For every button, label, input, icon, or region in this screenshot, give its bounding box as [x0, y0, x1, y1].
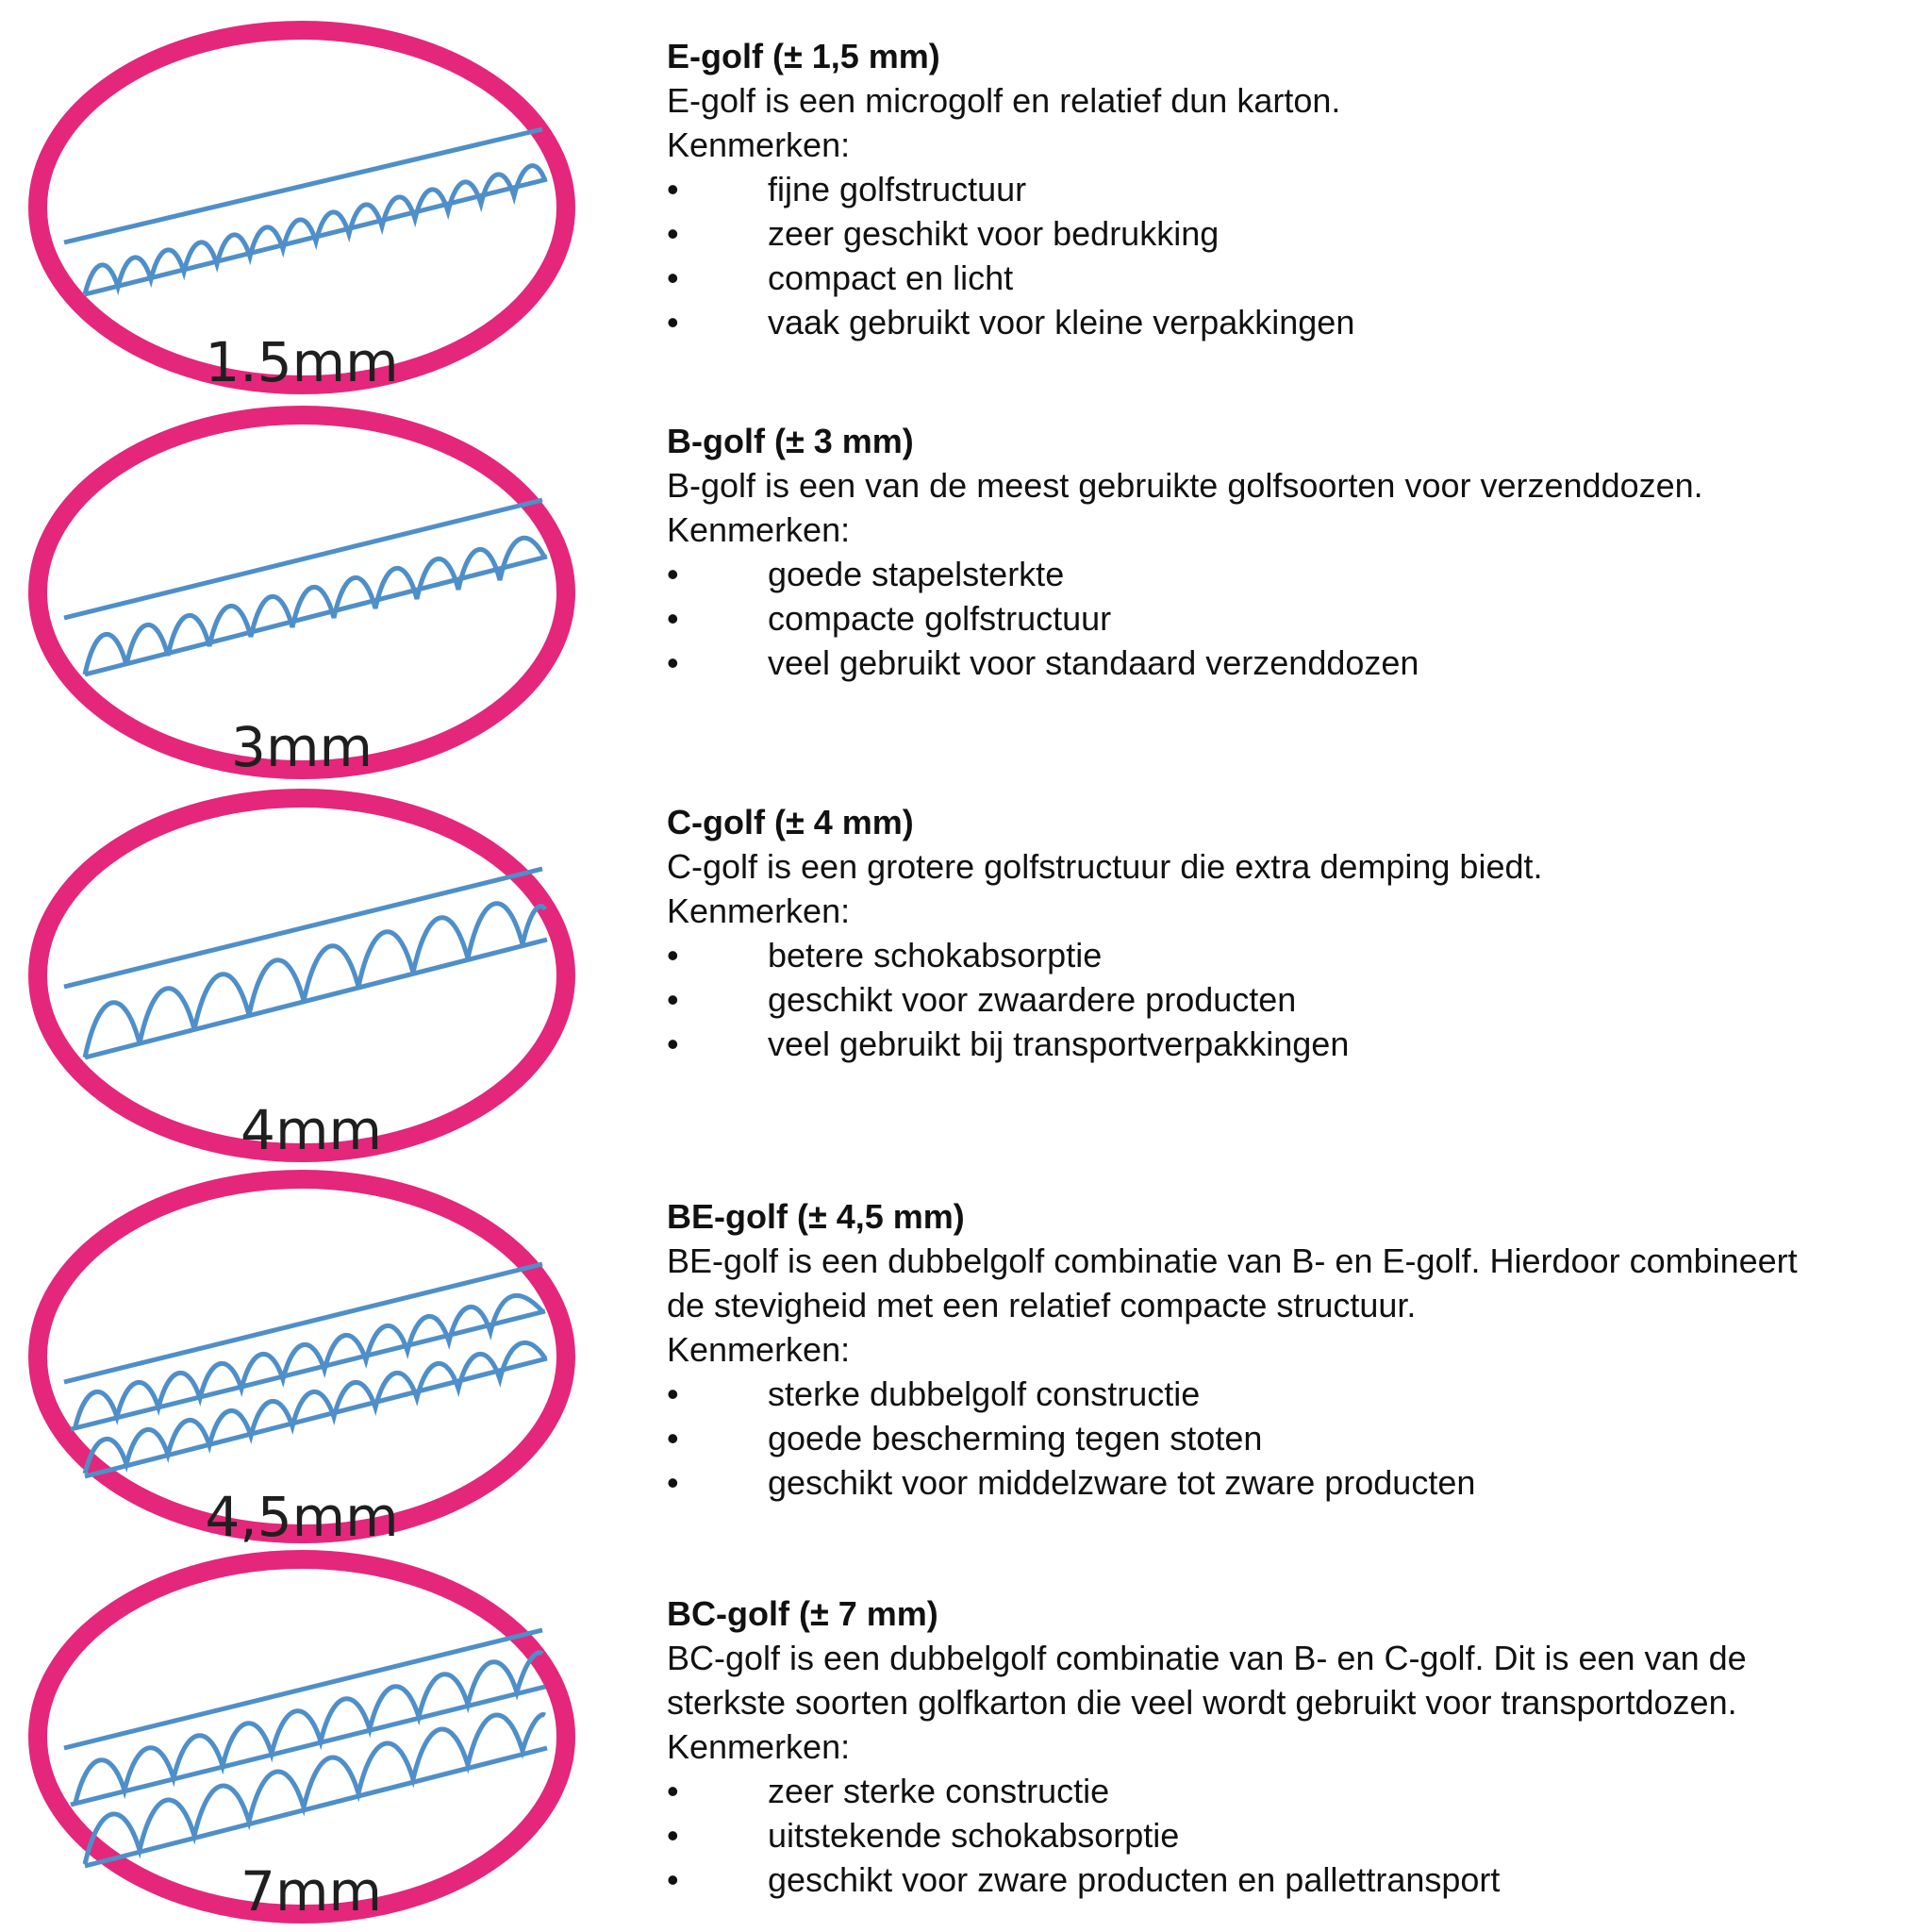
bullet: •	[667, 643, 679, 682]
bullet: •	[667, 303, 679, 341]
flute-title: B-golf (± 3 mm)	[667, 422, 914, 460]
features-label: Kenmerken:	[667, 891, 851, 930]
feature-list	[667, 167, 1893, 344]
corrugation-diagram-c	[28, 789, 575, 1171]
flute-row-be	[0, 1170, 1925, 1552]
flute-desc-line: BC-golf is een dubbelgolf combinatie van B- en C-golf. Dit is een van de	[667, 1639, 1747, 1677]
feature-item: • zeer geschikt voor bedrukking	[667, 211, 1893, 256]
corrugation-diagram-e	[28, 21, 575, 403]
feature-list	[667, 552, 1893, 685]
thickness-caption: 4mm	[241, 1098, 382, 1162]
flute-row-c	[0, 789, 1925, 1171]
features-label: Kenmerken:	[667, 1330, 851, 1369]
flute-row-e	[0, 21, 1925, 403]
feature-item: • compact en licht	[667, 256, 1893, 300]
bullet: •	[667, 599, 679, 638]
liner-bottom	[85, 1358, 547, 1476]
flute-title: BC-golf (± 7 mm)	[667, 1594, 938, 1633]
feature-item: • geschikt voor zwaardere producten	[667, 977, 1893, 1022]
bullet: •	[667, 980, 679, 1019]
flute-description-bc	[667, 1591, 1893, 1902]
flute-desc-line: BE-golf is een dubbelgolf combinatie van B- en E-golf. Hierdoor combineert	[667, 1241, 1798, 1280]
feature-item: • geschikt voor zware producten en pallettransport	[667, 1857, 1893, 1902]
thickness-caption: 4,5mm	[205, 1485, 399, 1549]
bullet: •	[667, 214, 679, 253]
feature-list	[667, 933, 1893, 1066]
corrugation-diagram-bc	[28, 1550, 575, 1932]
flute-title: E-golf (± 1,5 mm)	[667, 37, 940, 75]
bullet: •	[667, 258, 679, 297]
feature-item: • veel gebruikt voor standaard verzenddozen	[667, 641, 1893, 685]
bullet: •	[667, 1419, 679, 1457]
corrugation-diagram-b	[28, 406, 575, 788]
feature-item: • zeer sterke constructie	[667, 1769, 1893, 1813]
feature-item: • uitstekende schokabsorptie	[667, 1813, 1893, 1857]
flute-description-e	[667, 34, 1893, 344]
flute-description-be	[667, 1194, 1893, 1505]
flute-icon-b	[28, 406, 575, 788]
bullet: •	[667, 1860, 679, 1899]
features-label: Kenmerken:	[667, 510, 851, 549]
feature-item: • sterke dubbelgolf constructie	[667, 1372, 1893, 1416]
feature-item: • goede stapelsterkte	[667, 552, 1893, 596]
features-label: Kenmerken:	[667, 1727, 851, 1766]
feature-item: • compacte golfstructuur	[667, 596, 1893, 641]
flute-icon-e	[28, 21, 575, 403]
flute-description-b	[667, 419, 1893, 685]
flute-icon-be	[28, 1170, 575, 1552]
features-label: Kenmerken:	[667, 125, 851, 164]
flute-row-bc	[0, 1550, 1925, 1932]
flute-desc-line: sterkste soorten golfkarton die veel wordt gebruikt voor transportdozen.	[667, 1683, 1737, 1722]
feature-item: • veel gebruikt bij transportverpakkingen	[667, 1022, 1893, 1066]
feature-item: • geschikt voor middelzware tot zware producten	[667, 1460, 1893, 1505]
bullet: •	[667, 555, 679, 593]
bullet: •	[667, 1374, 679, 1413]
thickness-caption: 7mm	[241, 1859, 382, 1924]
flute-title: C-golf (± 4 mm)	[667, 803, 914, 841]
flute-wave	[85, 538, 545, 675]
feature-item: • goede bescherming tegen stoten	[667, 1416, 1893, 1460]
liner-top	[64, 1264, 542, 1382]
bullet: •	[667, 170, 679, 208]
bullet: •	[667, 1024, 679, 1063]
feature-item: • betere schokabsorptie	[667, 933, 1893, 977]
thickness-caption: 3mm	[231, 715, 373, 779]
flute-desc-line: E-golf is een microgolf en relatief dun karton.	[667, 81, 1341, 120]
flute-row-b	[0, 406, 1925, 788]
feature-list	[667, 1372, 1893, 1505]
flute-desc-line: B-golf is een van de meest gebruikte golfsoorten voor verzenddozen.	[667, 466, 1703, 505]
bullet: •	[667, 1463, 679, 1502]
feature-list	[667, 1769, 1893, 1902]
liner-bottom	[85, 557, 547, 675]
corrugation-diagram-be	[28, 1170, 575, 1552]
bullet: •	[667, 936, 679, 974]
feature-item: • vaak gebruikt voor kleine verpakkingen	[667, 300, 1893, 344]
thickness-caption: 1.5mm	[205, 330, 399, 394]
bullet: •	[667, 1816, 679, 1855]
liner-middle	[71, 1311, 545, 1429]
feature-item: • fijne golfstructuur	[667, 167, 1893, 211]
liner-top	[64, 869, 542, 987]
flute-description-c	[667, 800, 1893, 1066]
flute-icon-bc	[28, 1550, 575, 1932]
flute-desc-line: de stevigheid met een relatief compacte structuur.	[667, 1286, 1417, 1324]
bullet: •	[667, 1772, 679, 1810]
flute-icon-c	[28, 789, 575, 1171]
flute-title: BE-golf (± 4,5 mm)	[667, 1197, 965, 1236]
flute-desc-line: C-golf is een grotere golfstructuur die extra demping biedt.	[667, 847, 1543, 886]
flute-wave-lower	[85, 1715, 545, 1864]
